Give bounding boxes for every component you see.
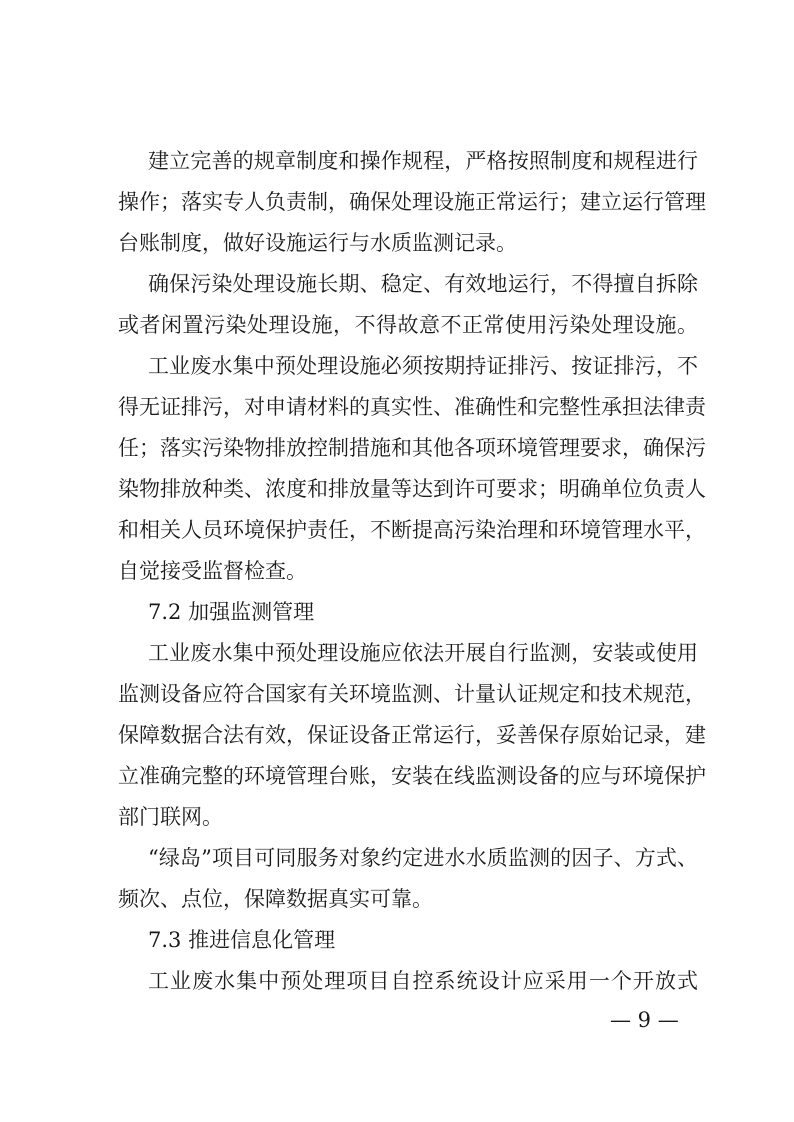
- paragraph-line: 得无证排污，对申请材料的真实性、准确性和完整性承担法律责: [118, 395, 706, 419]
- paragraph-line: 立准确完整的环境管理台账，安装在线监测设备的应与环境保护: [118, 764, 706, 788]
- paragraph-line: 工业废水集中预处理设施必须按期持证排污、按证排污，不: [148, 354, 698, 378]
- paragraph-line: 操作；落实专人负责制，确保处理设施正常运行；建立运行管理: [118, 190, 706, 214]
- paragraph-line: “绿岛”项目可同服务对象约定进水水质监测的因子、方式、: [148, 846, 698, 870]
- paragraph-line: 确保污染处理设施长期、稳定、有效地运行，不得擅自拆除: [148, 272, 698, 296]
- section-heading: 7.2 加强监测管理: [148, 600, 315, 624]
- paragraph-line: 染物排放种类、浓度和排放量等达到许可要求；明确单位负责人: [118, 477, 706, 501]
- paragraph-line: 工业废水集中预处理项目自控系统设计应采用一个开放式: [148, 969, 698, 993]
- paragraph-line: 监测设备应符合国家有关环境监测、计量认证规定和技术规范，: [118, 682, 706, 706]
- paragraph-line: 和相关人员环境保护责任，不断提高污染治理和环境管理水平，: [118, 518, 706, 542]
- paragraph-line: 频次、点位，保障数据真实可靠。: [118, 887, 433, 911]
- paragraph-line: 部门联网。: [118, 805, 223, 829]
- section-heading: 7.3 推进信息化管理: [148, 928, 336, 952]
- paragraph-line: 自觉接受监督检查。: [118, 559, 307, 583]
- paragraph-line: 工业废水集中预处理设施应依法开展自行监测，安装或使用: [148, 641, 698, 665]
- page-number: — 9 —: [610, 1008, 679, 1032]
- paragraph-line: 台账制度，做好设施运行与水质监测记录。: [118, 231, 517, 255]
- paragraph-line: 保障数据合法有效，保证设备正常运行，妥善保存原始记录，建: [118, 723, 706, 747]
- paragraph-line: 任；落实污染物排放控制措施和其他各项环境管理要求，确保污: [118, 436, 706, 460]
- paragraph-line: 或者闲置污染处理设施，不得故意不正常使用污染处理设施。: [118, 313, 698, 337]
- paragraph-line: 建立完善的规章制度和操作规程，严格按照制度和规程进行: [148, 149, 698, 173]
